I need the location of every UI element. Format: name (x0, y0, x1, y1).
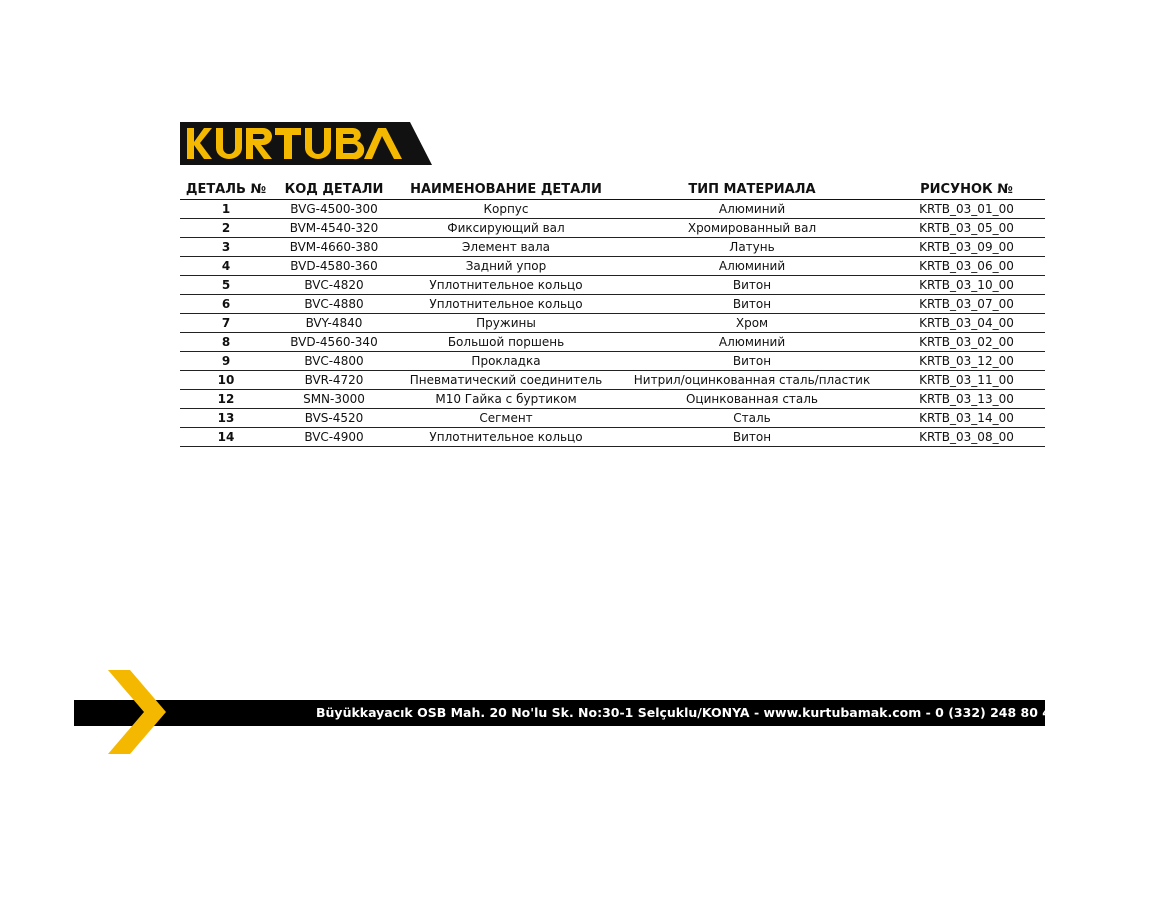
cell-part-no: 4 (180, 257, 272, 276)
col-header-part-no: ДЕТАЛЬ № (180, 179, 272, 200)
cell-drawing-no: KRTB_03_01_00 (888, 200, 1045, 219)
col-header-part-name: НАИМЕНОВАНИЕ ДЕТАЛИ (396, 179, 616, 200)
kurtuba-logo (180, 122, 432, 165)
cell-part-code: BVG-4500-300 (272, 200, 396, 219)
cell-part-name: Уплотнительное кольцо (396, 428, 616, 447)
cell-material: Алюминий (616, 333, 888, 352)
cell-drawing-no: KRTB_03_07_00 (888, 295, 1045, 314)
cell-material: Сталь (616, 409, 888, 428)
cell-part-no: 13 (180, 409, 272, 428)
cell-drawing-no: KRTB_03_06_00 (888, 257, 1045, 276)
cell-part-code: BVC-4820 (272, 276, 396, 295)
cell-part-name: Уплотнительное кольцо (396, 276, 616, 295)
cell-part-name: Большой поршень (396, 333, 616, 352)
cell-material: Хром (616, 314, 888, 333)
table-row (180, 428, 1045, 447)
parts-table (180, 179, 1045, 447)
table-row (180, 409, 1045, 428)
cell-drawing-no: KRTB_03_04_00 (888, 314, 1045, 333)
table-header-row (180, 179, 1045, 200)
cell-material: Витон (616, 428, 888, 447)
cell-part-name: Уплотнительное кольцо (396, 295, 616, 314)
cell-part-code: BVD-4560-340 (272, 333, 396, 352)
footer-address: Büyükkayacık OSB Mah. 20 No'lu Sk. No:30-1 Selçuklu/KONYA - www.kurtubamak.com - 0 (332) 248 80 42 (316, 705, 1060, 720)
table-row (180, 333, 1045, 352)
cell-part-no: 8 (180, 333, 272, 352)
cell-material: Витон (616, 352, 888, 371)
table-row (180, 314, 1045, 333)
cell-drawing-no: KRTB_03_13_00 (888, 390, 1045, 409)
cell-material: Нитрил/оцинкованная сталь/пластик (616, 371, 888, 390)
cell-part-name: Пневматический соединитель (396, 371, 616, 390)
col-header-part-code: КОД ДЕТАЛИ (272, 179, 396, 200)
cell-part-code: BVR-4720 (272, 371, 396, 390)
cell-drawing-no: KRTB_03_14_00 (888, 409, 1045, 428)
cell-part-name: Задний упор (396, 257, 616, 276)
cell-part-code: BVD-4580-360 (272, 257, 396, 276)
cell-part-code: BVS-4520 (272, 409, 396, 428)
cell-material: Витон (616, 276, 888, 295)
cell-part-code: BVC-4880 (272, 295, 396, 314)
cell-drawing-no: KRTB_03_10_00 (888, 276, 1045, 295)
cell-part-no: 5 (180, 276, 272, 295)
cell-part-code: SMN-3000 (272, 390, 396, 409)
cell-part-no: 3 (180, 238, 272, 257)
table-row (180, 371, 1045, 390)
cell-drawing-no: KRTB_03_05_00 (888, 219, 1045, 238)
col-header-material: ТИП МАТЕРИАЛА (616, 179, 888, 200)
cell-part-no: 7 (180, 314, 272, 333)
table-row (180, 219, 1045, 238)
cell-material: Алюминий (616, 257, 888, 276)
cell-drawing-no: KRTB_03_12_00 (888, 352, 1045, 371)
cell-part-no: 12 (180, 390, 272, 409)
table-row (180, 257, 1045, 276)
cell-part-code: BVC-4900 (272, 428, 396, 447)
cell-part-name: Элемент вала (396, 238, 616, 257)
cell-drawing-no: KRTB_03_02_00 (888, 333, 1045, 352)
cell-part-name: Корпус (396, 200, 616, 219)
cell-part-code: BVM-4660-380 (272, 238, 396, 257)
cell-material: Латунь (616, 238, 888, 257)
cell-part-no: 14 (180, 428, 272, 447)
table-row (180, 276, 1045, 295)
cell-material: Алюминий (616, 200, 888, 219)
cell-material: Витон (616, 295, 888, 314)
table-row (180, 390, 1045, 409)
cell-part-name: Сегмент (396, 409, 616, 428)
cell-part-name: Прокладка (396, 352, 616, 371)
cell-drawing-no: KRTB_03_08_00 (888, 428, 1045, 447)
cell-material: Оцинкованная сталь (616, 390, 888, 409)
col-header-drawing-no: РИСУНОК № (888, 179, 1045, 200)
table-row (180, 295, 1045, 314)
table-row (180, 200, 1045, 219)
cell-part-no: 2 (180, 219, 272, 238)
cell-part-no: 6 (180, 295, 272, 314)
cell-part-code: BVY-4840 (272, 314, 396, 333)
table-row (180, 238, 1045, 257)
cell-part-name: Пружины (396, 314, 616, 333)
table-row (180, 352, 1045, 371)
cell-part-name: M10 Гайка с буртиком (396, 390, 616, 409)
cell-part-no: 9 (180, 352, 272, 371)
cell-part-code: BVM-4540-320 (272, 219, 396, 238)
cell-drawing-no: KRTB_03_09_00 (888, 238, 1045, 257)
cell-part-no: 10 (180, 371, 272, 390)
chevron-right-icon (100, 670, 172, 754)
cell-part-name: Фиксирующий вал (396, 219, 616, 238)
cell-material: Хромированный вал (616, 219, 888, 238)
cell-part-no: 1 (180, 200, 272, 219)
cell-drawing-no: KRTB_03_11_00 (888, 371, 1045, 390)
cell-part-code: BVC-4800 (272, 352, 396, 371)
